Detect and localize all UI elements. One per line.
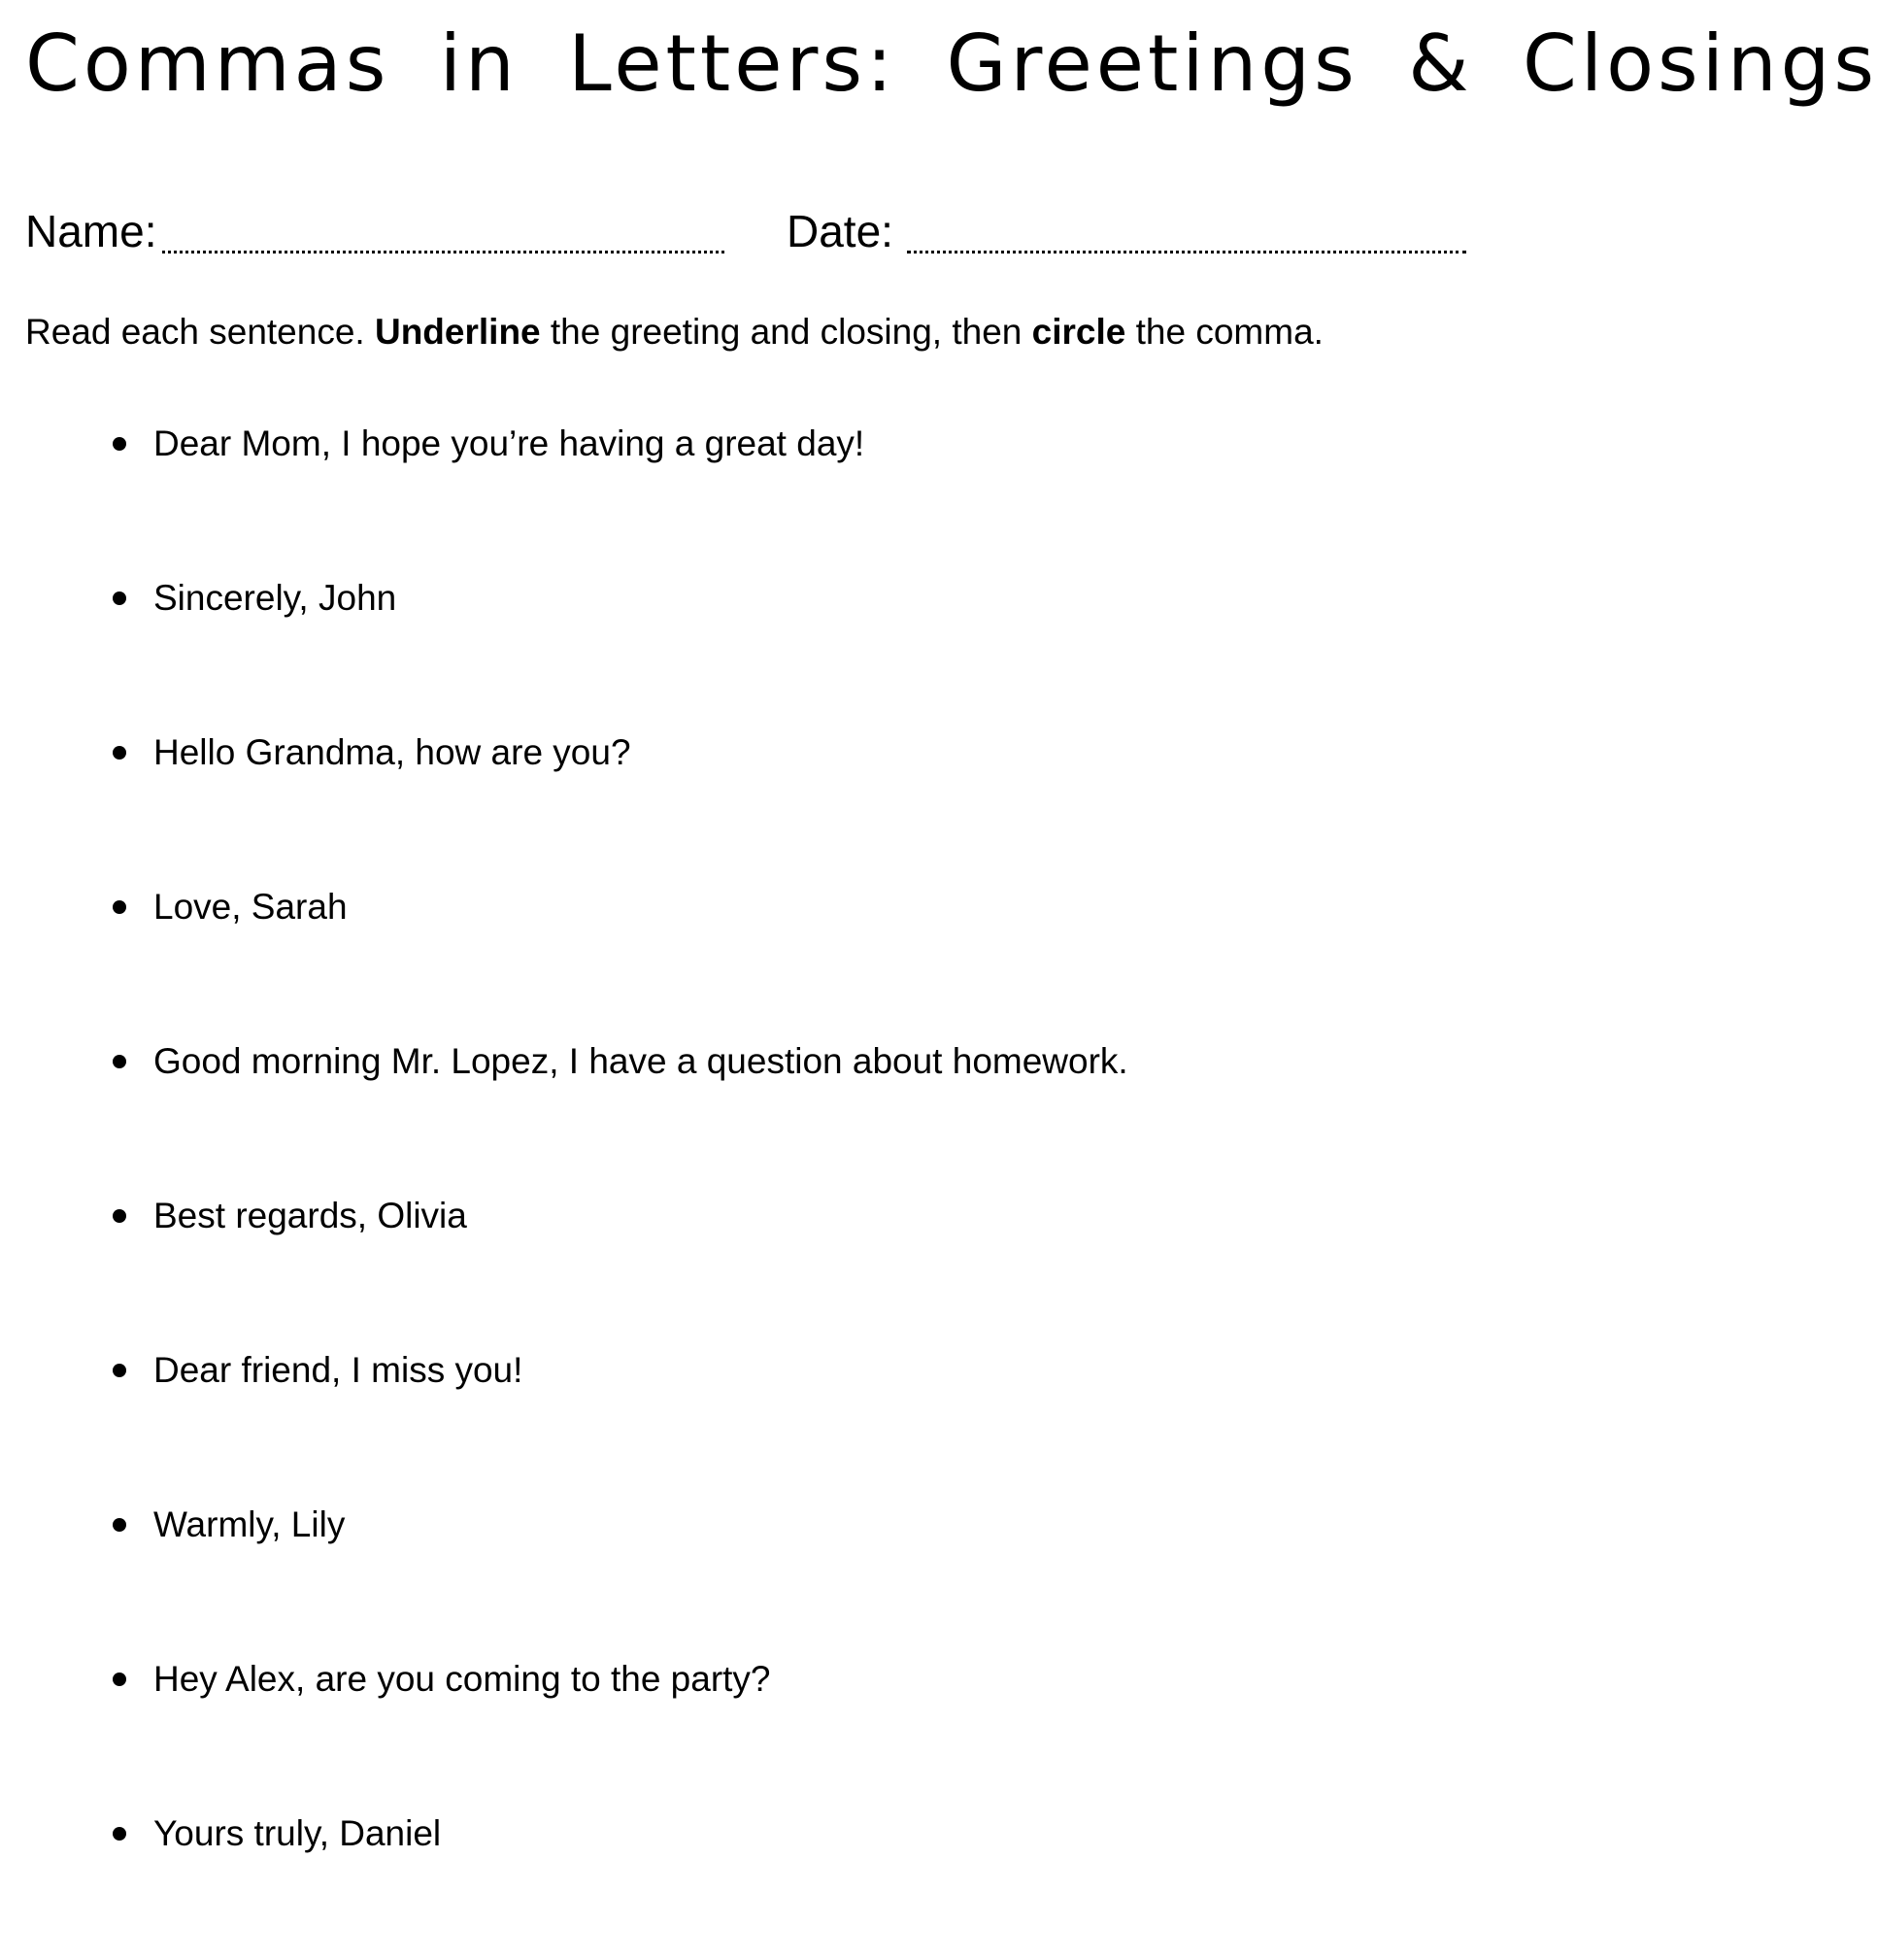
sentence-text: Dear friend, I miss you! (153, 1350, 523, 1390)
date-write-line[interactable] (907, 251, 1466, 253)
sentence-text: Hello Grandma, how are you? (153, 732, 631, 772)
list-item (0, 725, 1500, 879)
list-item (0, 1651, 1500, 1806)
sentence-text: Hey Alex, are you coming to the party? (153, 1659, 771, 1699)
sentence-list (0, 416, 1500, 1960)
name-field[interactable] (25, 199, 724, 257)
bullet-icon (113, 1364, 126, 1377)
bullet-icon (113, 591, 126, 605)
list-item (0, 1342, 1500, 1497)
list-item (0, 1806, 1500, 1960)
date-field[interactable] (787, 199, 1466, 257)
worksheet-title: Commas in Letters: Greetings & Closings (25, 18, 1878, 109)
list-item (0, 570, 1500, 725)
instructions (25, 309, 1482, 355)
sentence-text: Yours truly, Daniel (153, 1813, 442, 1853)
list-item (0, 1188, 1500, 1342)
bullet-icon (113, 1055, 126, 1068)
instructions-text: Read each sentence. (25, 312, 375, 352)
instructions-circle-word: circle (1031, 312, 1126, 352)
sentence-text: Sincerely, John (153, 578, 397, 618)
list-item (0, 879, 1500, 1033)
name-label: Name: (25, 206, 157, 256)
bullet-icon (113, 437, 126, 451)
instructions-text: the greeting and closing, then (540, 312, 1032, 352)
bullet-icon (113, 746, 126, 760)
bullet-icon (113, 1518, 126, 1532)
bullet-icon (113, 1673, 126, 1686)
list-item (0, 1497, 1500, 1651)
sentence-text: Love, Sarah (153, 887, 348, 927)
list-item (0, 1033, 1500, 1188)
instructions-underline-word: Underline (374, 312, 541, 352)
sentence-text: Warmly, Lily (153, 1504, 346, 1544)
sentence-text: Dear Mom, I hope you’re having a great day! (153, 423, 865, 463)
sentence-text: Best regards, Olivia (153, 1196, 467, 1235)
instructions-text: the comma. (1125, 312, 1324, 352)
sentence-text: Good morning Mr. Lopez, I have a question about homework. (153, 1041, 1128, 1081)
date-label: Date: (787, 206, 893, 256)
list-item (0, 416, 1500, 570)
name-write-line[interactable] (162, 251, 724, 253)
bullet-icon (113, 1209, 126, 1223)
bullet-icon (113, 900, 126, 914)
bullet-icon (113, 1827, 126, 1841)
